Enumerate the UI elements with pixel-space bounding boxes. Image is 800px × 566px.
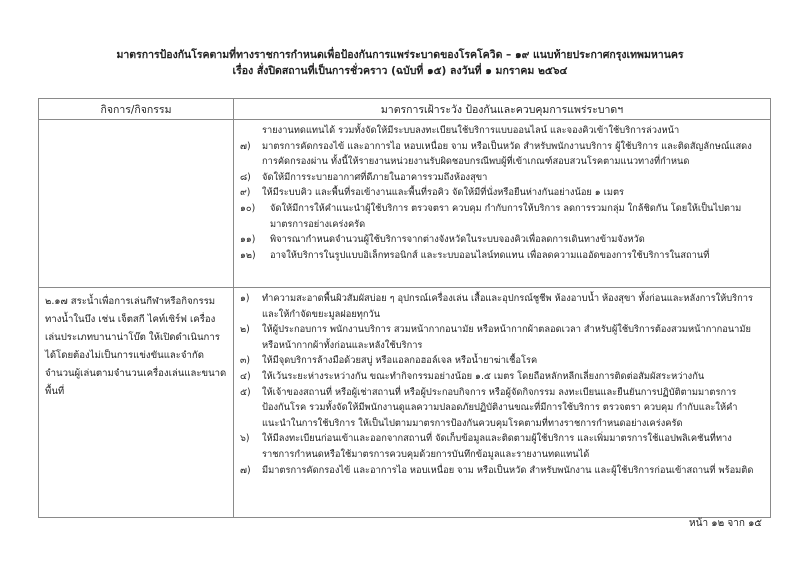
measure-item: ๗) มาตรการคัดกรองไข้ และอาการไอ หอบเหนื่อย จาม หรือเป็นหวัด สำหรับพนักงานบริการ ผู้ใช้บริการ และติดสัญลักษณ์แสดงการคัดกรองผ่าน ทั้งนี้ให้รายงานหน่วยงานรับผิดชอบกรณีพบผู้ที่เข้าเกณฑ์สอบสวนโรคตามแนวทางที่กำหนด bbox=[240, 140, 752, 168]
measure-item: รายงานทดแทนได้ รวมทั้งจัดให้มีระบบลงทะเบียนใช้บริการแบบออนไลน์ และจองคิวเข้าใช้บริการล่วงหน้า bbox=[262, 125, 680, 136]
measures-cell bbox=[234, 288, 771, 518]
table-row bbox=[39, 120, 771, 288]
measure-item: ๖) ให้มีลงทะเบียนก่อนเข้าและออกจากสถานที่ จัดเก็บข้อมูลและติดตามผู้ใช้บริการ และเพิ่มมาตรการใช้แอปพลิเคชันที่ทางราชการกำหนดหรือใช้มาตรการควบคุมด้วยการบันทึกข้อมูลและรายงานทดแทนได้ bbox=[240, 433, 732, 460]
document-title-line1: มาตรการป้องกันโรคตามที่ทางราชการกำหนดเพื่อป้องกันการแพร่ระบาดของโรคโควิด – ๑๙ แนบท้ายประกาศกรุงเทพมหานคร bbox=[116, 49, 684, 61]
measure-item: ๑) ทำความสะอาดพื้นผิวสัมผัสบ่อย ๆ อุปกรณ์เครื่องเล่น เสื้อและอุปกรณ์ชูชีพ ห้องอาบน้ำ ห้องสุขา ทั้งก่อนและหลังการให้บริการ และให้กำจัดขยะมูลฝอยทุกวัน bbox=[240, 293, 754, 320]
measure-item: ๒) ให้ผู้ประกอบการ พนักงานบริการ สวมหน้ากากอนามัย หรือหน้ากากผ้าตลอดเวลา สำหรับผู้ใช้บริการต้องสวมหน้ากากอนามัยหรือหน้ากากผ้าทั้งก่อนและหลังใช้บริการ bbox=[240, 324, 751, 351]
measure-item: ๑๒) อาจให้บริการในรูปแบบอิเล็กทรอนิกส์ และระบบออนไลน์ทดแทน เพื่อลดความแออัดของการใช้บริการในสถานที่ bbox=[240, 249, 710, 261]
measure-item: ๑๑) พิจารณากำหนดจำนวนผู้ใช้บริการจากต่างจังหวัดในระบบจองคิวเพื่อลดการเดินทางข้ามจังหวัด bbox=[240, 234, 645, 246]
measure-item: ๕) ให้เจ้าของสถานที่ หรือผู้เช่าสถานที่ หรือผู้ประกอบกิจการ หรือผู้จัดกิจกรรม ลงทะเบียนและยืนยันการปฏิบัติตามมาตรการป้องกันโรค รวมทั้งจัดให้มีพนักงานดูแลความปลอดภัยปฏิบัติงานขณะที่มีการใช้บริการ ตรวจตรา ควบคุม กำกับและให้คำแนะนำในการใช้บริการ ให้เป็นไปตามมาตรการป้องกันควบคุมโรคตามที่ทางราชการกำหนดอย่างเคร่งครัด bbox=[240, 386, 738, 429]
activity-cell bbox=[39, 120, 234, 288]
page-number: หน้า ๑๒ จาก ๑๕ bbox=[689, 518, 762, 529]
measure-item: ๔) ให้เว้นระยะห่างระหว่างกัน ขณะทำกิจกรรมอย่างน้อย ๑.๕ เมตร โดยถือหลักหลีกเลี่ยงการติดต่อสัมผัสระหว่างกัน bbox=[240, 370, 705, 382]
measure-item: ๗) มีมาตรการคัดกรองไข้ และอาการไอ หอบเหนื่อย จาม หรือเป็นหวัด สำหรับพนักงาน และผู้ใช้บริการก่อนเข้าสถานที่ พร้อมติด bbox=[240, 464, 754, 476]
measures-cell bbox=[234, 120, 771, 288]
measures-table bbox=[38, 98, 771, 518]
measure-item: ๓) ให้มีจุดบริการล้างมือด้วยสบู่ หรือแอลกอฮอล์เจล หรือน้ำยาฆ่าเชื้อโรค bbox=[240, 355, 538, 367]
measure-item: ๙) ให้มีระบบคิว และพื้นที่รอเข้างานและพื้นที่รอคิว จัดให้มีที่นั่งหรือยืนห่างกันอย่างน้อย ๑ เมตร bbox=[240, 187, 624, 199]
measure-item: ๑๐) จัดให้มีการให้คำแนะนำผู้ใช้บริการ ตรวจตรา ควบคุม กำกับการให้บริการ ลดการรวมกลุ่ม ใกล้ชิดกัน โดยให้เป็นไปตามมาตรการอย่างเคร่งครัด bbox=[240, 202, 742, 230]
document-title-line2: เรื่อง สั่งปิดสถานที่เป็นการชั่วคราว (ฉบับที่ ๑๕) ลงวันที่ ๑ มกราคม ๒๕๖๔ bbox=[232, 65, 568, 77]
activity-cell: ๒.๑๗ สระน้ำเพื่อการเล่นกีฬาหรือกิจกรรมทางน้ำในบึง เช่น เจ็ตสกี ไคท์เซิร์ฟ เครื่องเล่นประเภทบานาน่าโบ๊ต ให้เปิดดำเนินการได้โดยต้องไม่เป็นการแข่งขันและจำกัดจำนวนผู้เล่นตามจำนวนเครื่องเล่นและขนาดพื้นที่ bbox=[39, 288, 234, 518]
column-header-measures: มาตรการเฝ้าระวัง ป้องกันและควบคุมการแพร่ระบาดฯ bbox=[234, 99, 771, 120]
column-header-activity: กิจการ/กิจกรรม bbox=[39, 99, 234, 120]
measure-item: ๘) จัดให้มีการระบายอากาศที่ดีภายในอาคารรวมถึงห้องสุขา bbox=[240, 171, 488, 183]
table-header-row bbox=[39, 99, 771, 120]
table-row bbox=[39, 288, 771, 518]
